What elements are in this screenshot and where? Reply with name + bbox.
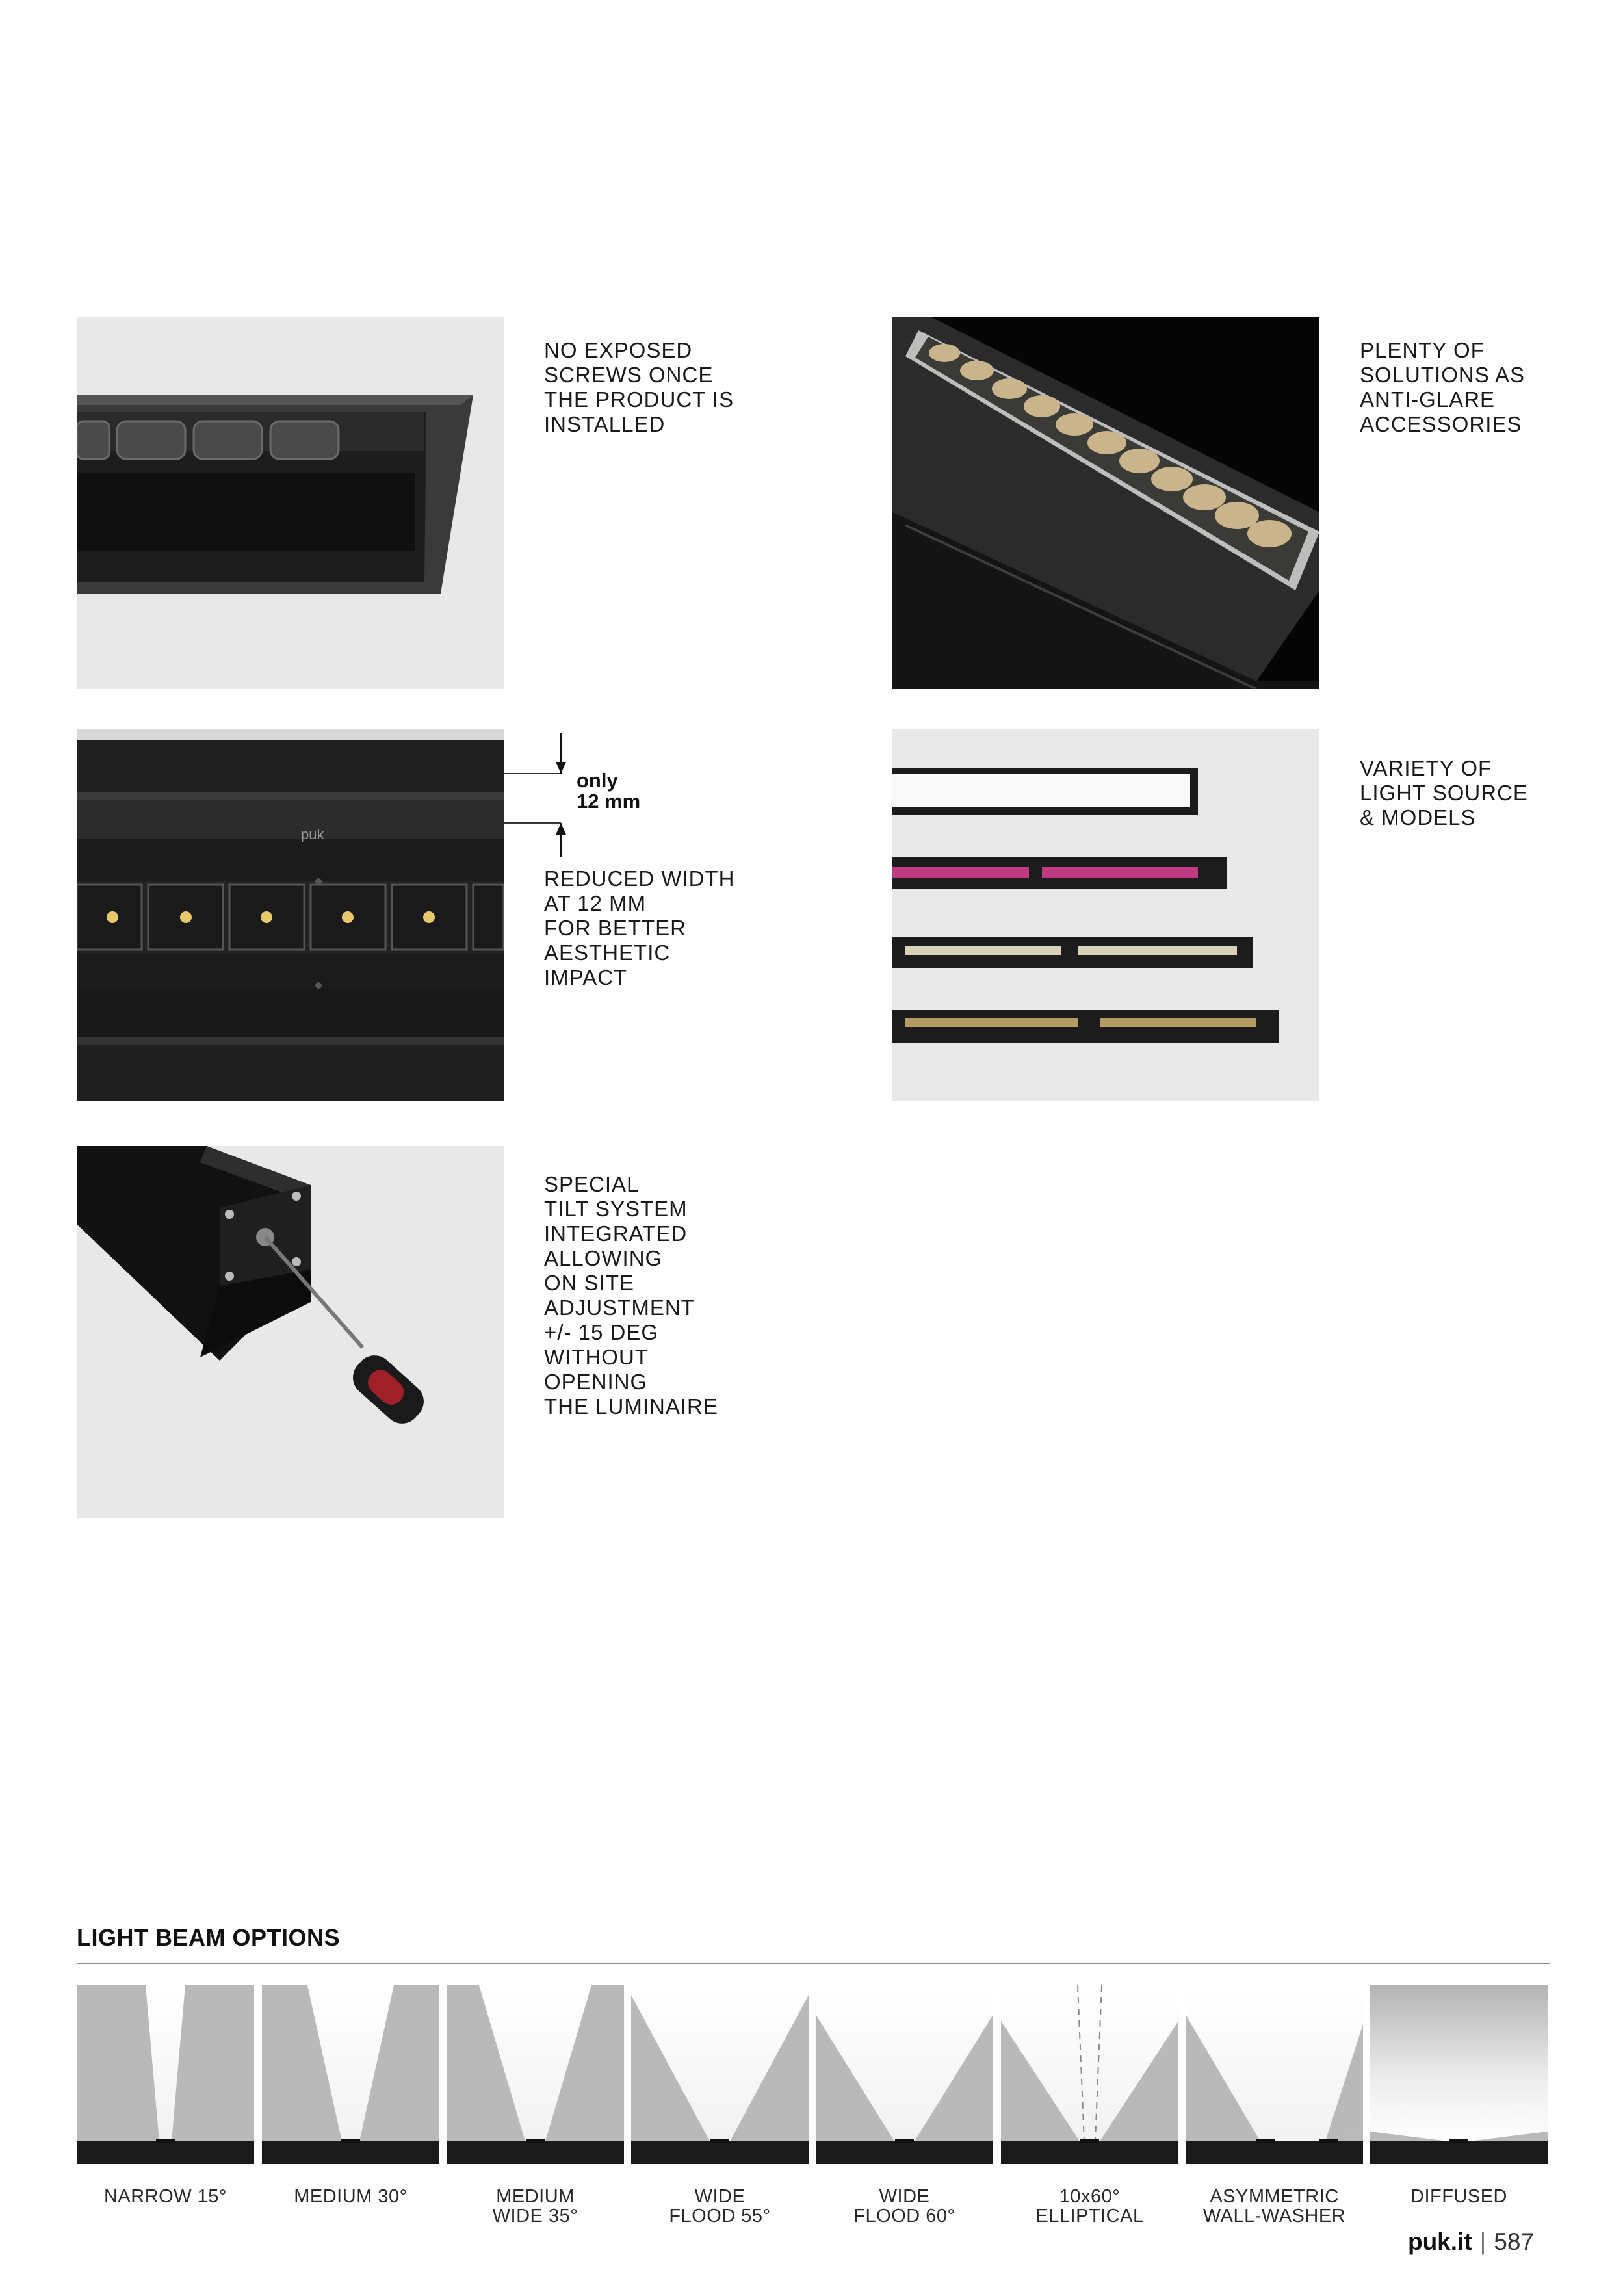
beam-label-asymmetric: ASYMMETRIC WALL-WASHER: [1202, 2186, 1346, 2226]
product-logo: puk: [301, 826, 324, 842]
page-footer: [1408, 2228, 1534, 2256]
beam-label-diffused: DIFFUSED: [1410, 2186, 1507, 2207]
beam-diffused-diagram: [1370, 1985, 1548, 2164]
photo-reduced-width: [77, 729, 504, 1101]
beam-label-medium: MEDIUM 30°: [294, 2186, 408, 2207]
photo-anti-glare-accessories: [892, 317, 1319, 689]
footer-separator: |: [1479, 2228, 1487, 2255]
beam-label-elliptical: 10x60° ELLIPTICAL: [1035, 2186, 1144, 2226]
caption-anti-glare-accessories: PLENTY OF SOLUTIONS AS ANTI-GLARE ACCESSORIES: [1360, 338, 1526, 436]
dimension-label: only 12 mm: [577, 769, 641, 813]
caption-tilt-system: SPECIAL TILT SYSTEM INTEGRATED ALLOWING ON SITE ADJUSTMENT +/- 15 DEG WITHOUT OPENING THE LUMINAIRE: [544, 1172, 718, 1418]
photo-tilt-system: [77, 1146, 504, 1518]
beam-label-medium-wide: MEDIUM WIDE 35°: [492, 2186, 578, 2226]
caption-no-exposed-screws: NO EXPOSED SCREWS ONCE THE PRODUCT IS INSTALLED: [544, 338, 734, 436]
caption-variety-of-models: VARIETY OF LIGHT SOURCE & MODELS: [1360, 756, 1528, 829]
photo-no-exposed-screws: [77, 317, 504, 689]
beam-narrow-15-diagram: [77, 1985, 254, 2164]
beam-medium-30-diagram: [262, 1985, 439, 2164]
caption-reduced-width: REDUCED WIDTH AT 12 MM FOR BETTER AESTHETIC IMPACT: [544, 867, 735, 989]
beam-wide-flood-55-diagram: [631, 1985, 809, 2164]
beam-label-wide-flood-60: WIDE FLOOD 60°: [853, 2186, 955, 2226]
section-divider: [77, 1963, 1550, 1964]
beam-asymmetric-wall-washer-diagram: [1186, 1985, 1363, 2164]
dimension-marker: [504, 733, 582, 857]
beam-wide-flood-60-diagram: [816, 1985, 993, 2164]
website-link[interactable]: puk.it: [1407, 2228, 1472, 2255]
photo-variety-of-models: [892, 729, 1319, 1101]
beam-label-narrow: NARROW 15°: [103, 2186, 227, 2207]
beam-section-title: LIGHT BEAM OPTIONS: [77, 1924, 340, 1951]
beam-label-wide-flood-55: WIDE FLOOD 55°: [669, 2186, 771, 2226]
beam-elliptical-diagram: [1001, 1985, 1178, 2164]
page-number: 587: [1494, 2228, 1534, 2255]
beam-medium-wide-35-diagram: [447, 1985, 624, 2164]
